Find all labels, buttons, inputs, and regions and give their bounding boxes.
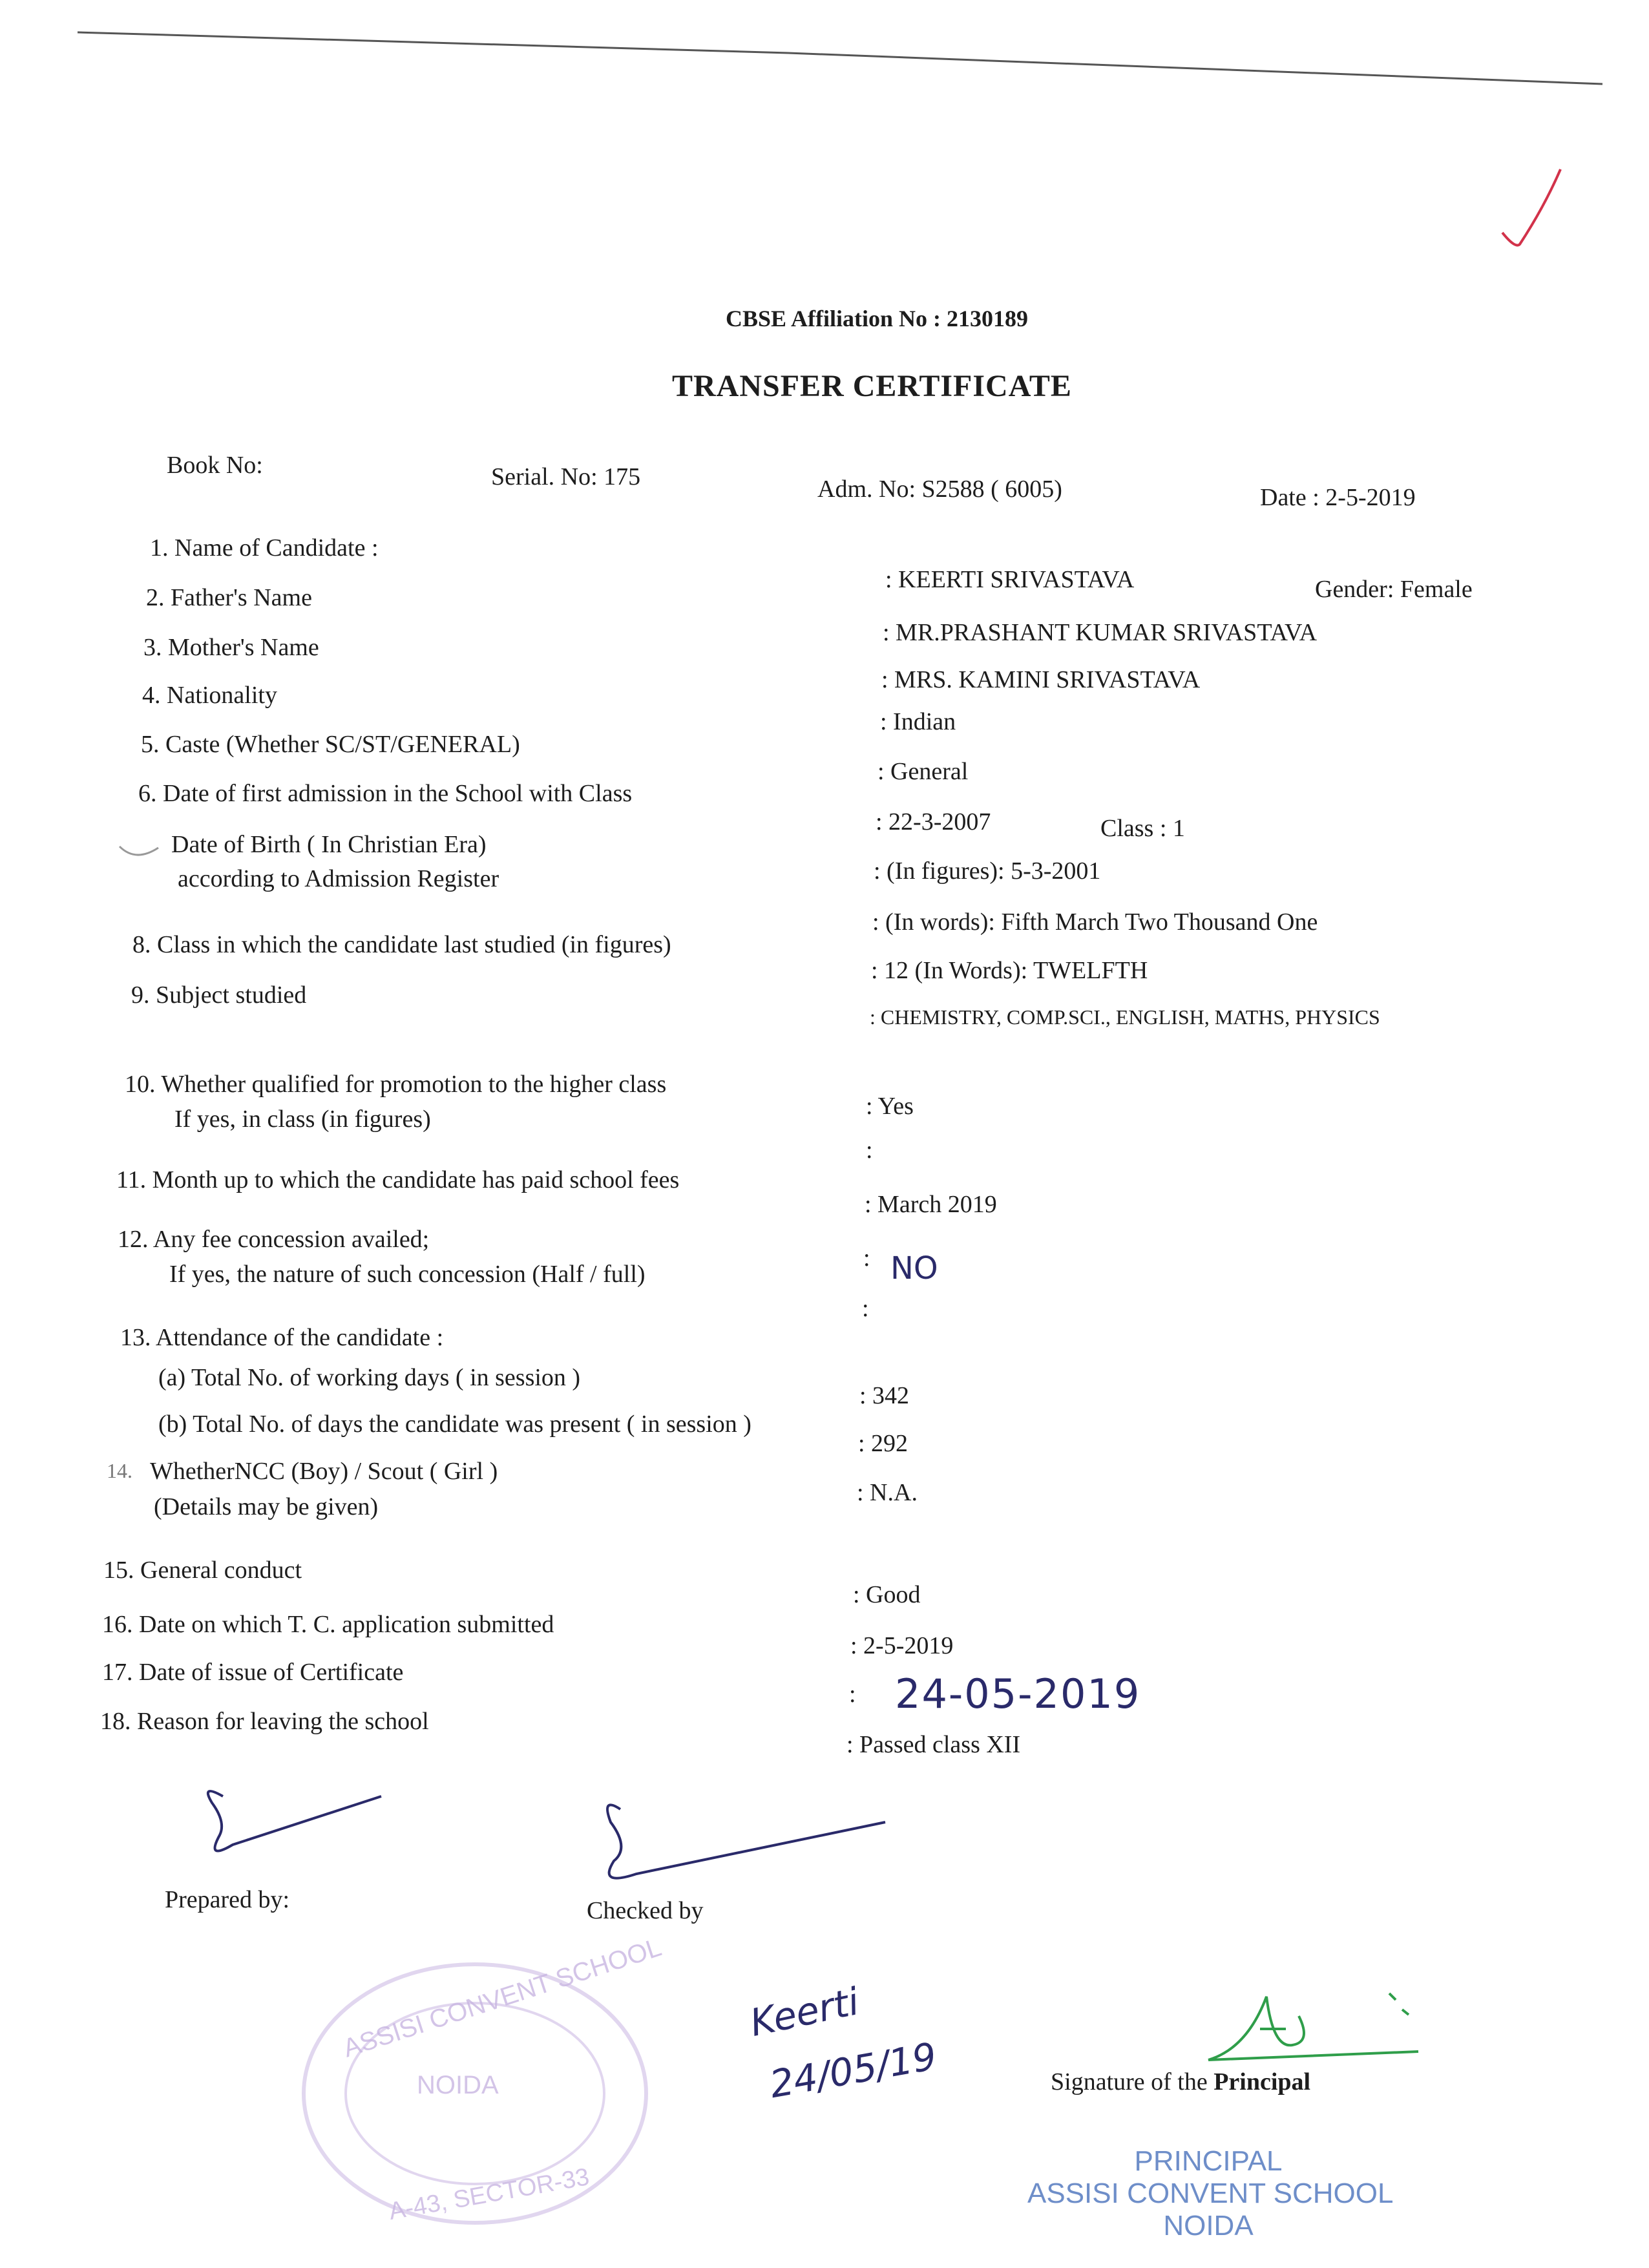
value-promotion: : Yes	[866, 1093, 914, 1120]
label-father: 2. Father's Name	[146, 584, 312, 611]
value-admission-class: Class : 1	[1100, 815, 1185, 842]
label-working-days: (a) Total No. of working days ( in session )	[158, 1364, 581, 1391]
seal-center-text: NOIDA	[417, 2071, 499, 2099]
principal-stamp-line3: NOIDA	[1163, 2210, 1254, 2242]
label-fees: 11. Month up to which the candidate has paid school fees	[116, 1166, 680, 1193]
principal-stamp-line2: ASSISI CONVENT SCHOOL	[1027, 2178, 1394, 2209]
value-concession-colon: :	[863, 1244, 870, 1272]
value-mother: : MRS. KAMINI SRIVASTAVA	[881, 666, 1201, 693]
checked-by-label: Checked by	[587, 1897, 704, 1924]
value-class: : 12 (In Words): TWELFTH	[871, 957, 1148, 984]
principal-signature	[1208, 1993, 1418, 2060]
prepared-by-signature	[208, 1791, 381, 1851]
principal-label-bold: Principal	[1213, 2068, 1311, 2095]
checked-by-signature	[607, 1805, 885, 1878]
scan-edge-line	[78, 32, 1602, 84]
label-dob: Date of Birth ( In Christian Era)	[171, 831, 487, 858]
certificate-title: TRANSFER CERTIFICATE	[672, 369, 1072, 403]
label-nationality: 4. Nationality	[142, 682, 277, 709]
principal-stamp-line1: PRINCIPAL	[1134, 2145, 1283, 2177]
value-admission-date: : 22-3-2007	[876, 808, 991, 835]
label-ncc-number: 14.	[107, 1459, 132, 1482]
value-fees: : March 2019	[865, 1191, 997, 1218]
value-subjects: : CHEMISTRY, COMP.SCI., ENGLISH, MATHS, PHYSICS	[870, 1005, 1380, 1029]
seal-bottom-text: A-43, SECTOR-33	[386, 2163, 592, 2225]
value-nationality: : Indian	[880, 708, 956, 735]
label-reason: 18. Reason for leaving the school	[100, 1708, 429, 1735]
value-issue-colon: :	[849, 1681, 856, 1708]
admission-no: Adm. No: S2588 ( 6005)	[817, 476, 1062, 503]
label-concession-nature: If yes, the nature of such concession (Half / full)	[169, 1261, 646, 1288]
value-gender: Gender: Female	[1315, 576, 1473, 603]
value-working-days: : 342	[859, 1382, 910, 1409]
check-mark-icon	[1502, 169, 1560, 246]
certificate-date: Date : 2-5-2019	[1260, 484, 1416, 511]
label-attendance: 13. Attendance of the candidate :	[120, 1324, 444, 1351]
serial-no: Serial. No: 175	[491, 463, 641, 490]
label-issue-date: 17. Date of issue of Certificate	[102, 1659, 404, 1686]
label-admission: 6. Date of first admission in the School with Class	[138, 780, 633, 807]
label-ncc-details: (Details may be given)	[154, 1493, 379, 1520]
value-caste: : General	[877, 758, 969, 785]
value-name: : KEERTI SRIVASTAVA	[885, 566, 1135, 593]
value-issue-date-handwritten: 24-05-2019	[895, 1670, 1141, 1717]
label-mother: 3. Mother's Name	[143, 634, 319, 661]
label-ncc: WhetherNCC (Boy) / Scout ( Girl )	[150, 1458, 498, 1485]
label-class: 8. Class in which the candidate last studied (in figures)	[132, 931, 671, 958]
value-father: : MR.PRASHANT KUMAR SRIVASTAVA	[883, 619, 1318, 646]
value-concession-handwritten: NO	[890, 1250, 938, 1286]
label-subjects: 9. Subject studied	[131, 982, 307, 1009]
prepared-by-label: Prepared by:	[165, 1886, 290, 1913]
label-name: 1. Name of Candidate :	[150, 534, 379, 562]
seal-ring-text: ASSISI CONVENT SCHOOL	[339, 1933, 665, 2063]
value-concession-nature: :	[862, 1295, 869, 1322]
label-application-date: 16. Date on which T. C. application submitted	[102, 1611, 554, 1638]
student-handwritten-name: Keerti	[746, 1979, 863, 2045]
value-dob-figures: : (In figures): 5-3-2001	[874, 857, 1101, 885]
label-caste: 5. Caste (Whether SC/ST/GENERAL)	[141, 731, 520, 758]
label-promotion-class: If yes, in class (in figures)	[174, 1106, 431, 1133]
label-present-days: (b) Total No. of days the candidate was present ( in session )	[158, 1411, 751, 1438]
value-reason: : Passed class XII	[846, 1731, 1021, 1758]
label-conduct: 15. General conduct	[103, 1557, 302, 1584]
book-no: Book No:	[167, 452, 263, 479]
value-dob-words: : (In words): Fifth March Two Thousand One	[872, 908, 1318, 936]
value-application-date: : 2-5-2019	[850, 1632, 954, 1659]
principal-label-prefix: Signature of the	[1051, 2068, 1208, 2095]
value-conduct: : Good	[853, 1581, 921, 1608]
affiliation-number: CBSE Affiliation No : 2130189	[726, 306, 1029, 331]
value-promotion-class: :	[866, 1137, 873, 1164]
student-handwritten-date: 24/05/19	[766, 2033, 940, 2107]
blot-mark	[120, 846, 158, 855]
principal-signature-label	[1051, 2068, 1310, 2096]
value-ncc: : N.A.	[857, 1479, 918, 1506]
label-promotion: 10. Whether qualified for promotion to the higher class	[125, 1071, 667, 1098]
label-concession: 12. Any fee concession availed;	[118, 1226, 430, 1253]
principal-stamp	[1027, 2145, 1394, 2242]
label-dob-sub: according to Admission Register	[178, 865, 499, 892]
value-present-days: : 292	[858, 1430, 909, 1457]
